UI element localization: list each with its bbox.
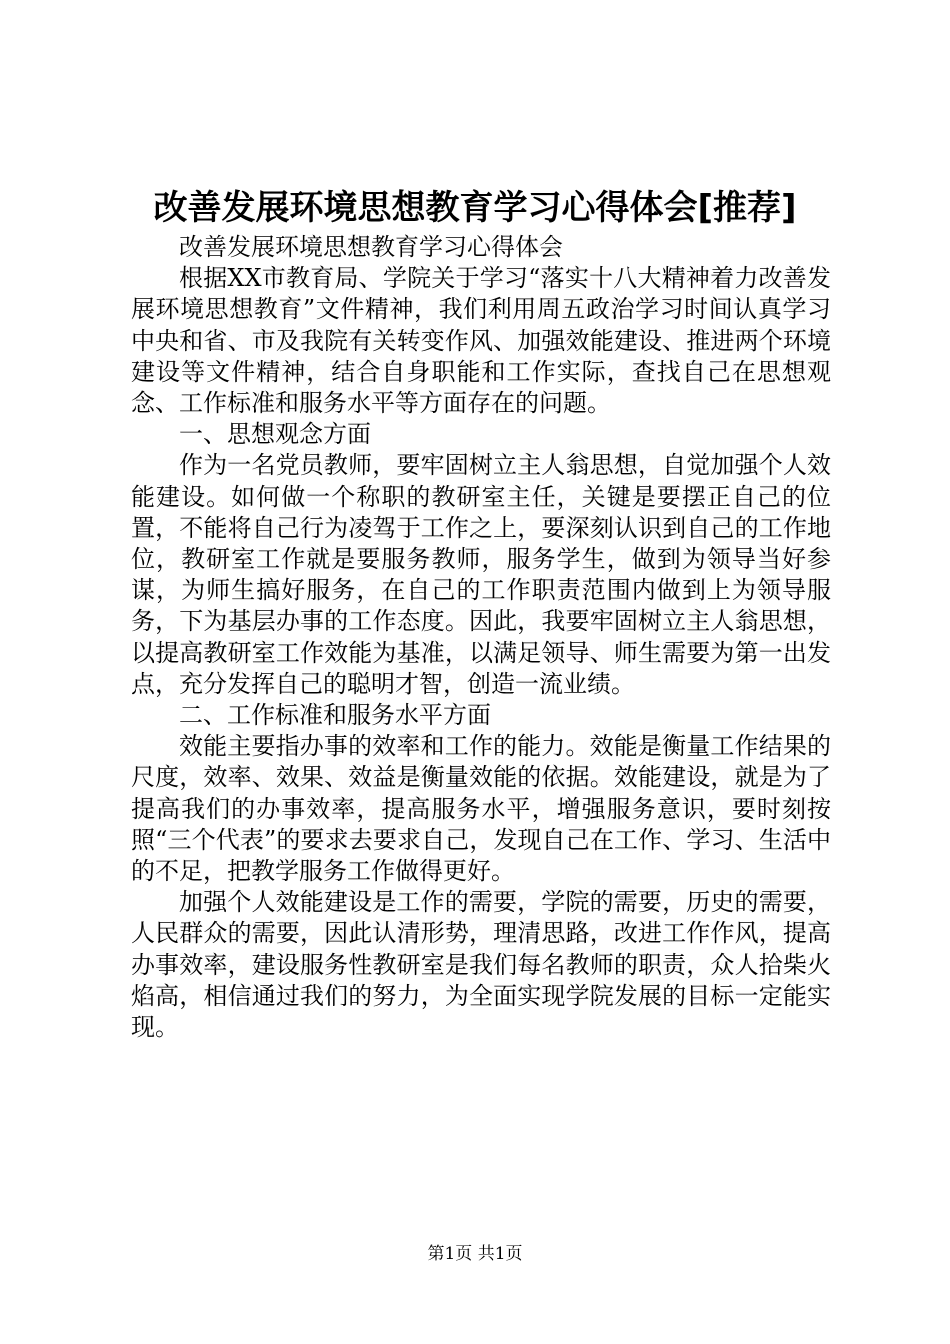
section-paragraph-1: 作为一名党员教师，要牢固树立主人翁思想，自觉加强个人效能建设。如何做一个称职的教研室主任，关键是要摆正自己的位置，不能将自己行为凌驾于工作之上，要深刻认识到自己的工作地位，教研室工作就是要服务教师，服务学生，做到为领导当好参谋，为师生搞好服务，在自己的工作职责范围内做到上为领导服务，下为基层办事的工作态度。因此，我要牢固树立主人翁思想，以提高教研室工作效能为基准，以满足领导、师生需要为第一出发点，充分发挥自己的聪明才智，创造一流业绩。: [131, 451, 831, 698]
closing-paragraph: 加强个人效能建设是工作的需要，学院的需要，历史的需要，人民群众的需要，因此认清形势，理清思路，改进工作作风，提高办事效率，建设服务性教研室是我们每名教师的职责，众人拾柴火焰高，相信通过我们的努力，为全面实现学院发展的目标一定能实现。: [131, 888, 831, 1042]
document-title: 改善发展环境思想教育学习心得体会[推荐]: [153, 188, 797, 228]
intro-paragraph: 根据XX市教育局、学院关于学习“落实十八大精神着力改善发展环境思想教育”文件精神，我们利用周五政治学习时间认真学习中央和省、市及我院有关转变作风、加强效能建设、推进两个环境建设等文件精神，结合自身职能和工作实际，查找自己在思想观念、工作标准和服务水平等方面存在的问题。: [131, 264, 831, 418]
section-heading-2: 二、工作标准和服务水平方面: [179, 701, 491, 730]
subtitle-paragraph: 改善发展环境思想教育学习心得体会: [179, 233, 563, 261]
page-footer: 第1页 共1页: [427, 1244, 523, 1264]
document-body: [131, 232, 831, 1043]
section-paragraph-2: 效能主要指办事的效率和工作的能力。效能是衡量工作结果的尺度，效率、效果、效益是衡量效能的依据。效能建设，就是为了提高我们的办事效率，提高服务水平，增强服务意识，要时刻按照“三个代表”的要求去要求自己，发现自己在工作、学习、生活中的不足，把教学服务工作做得更好。: [131, 732, 831, 886]
section-heading-1: 一、思想观念方面: [179, 420, 371, 449]
